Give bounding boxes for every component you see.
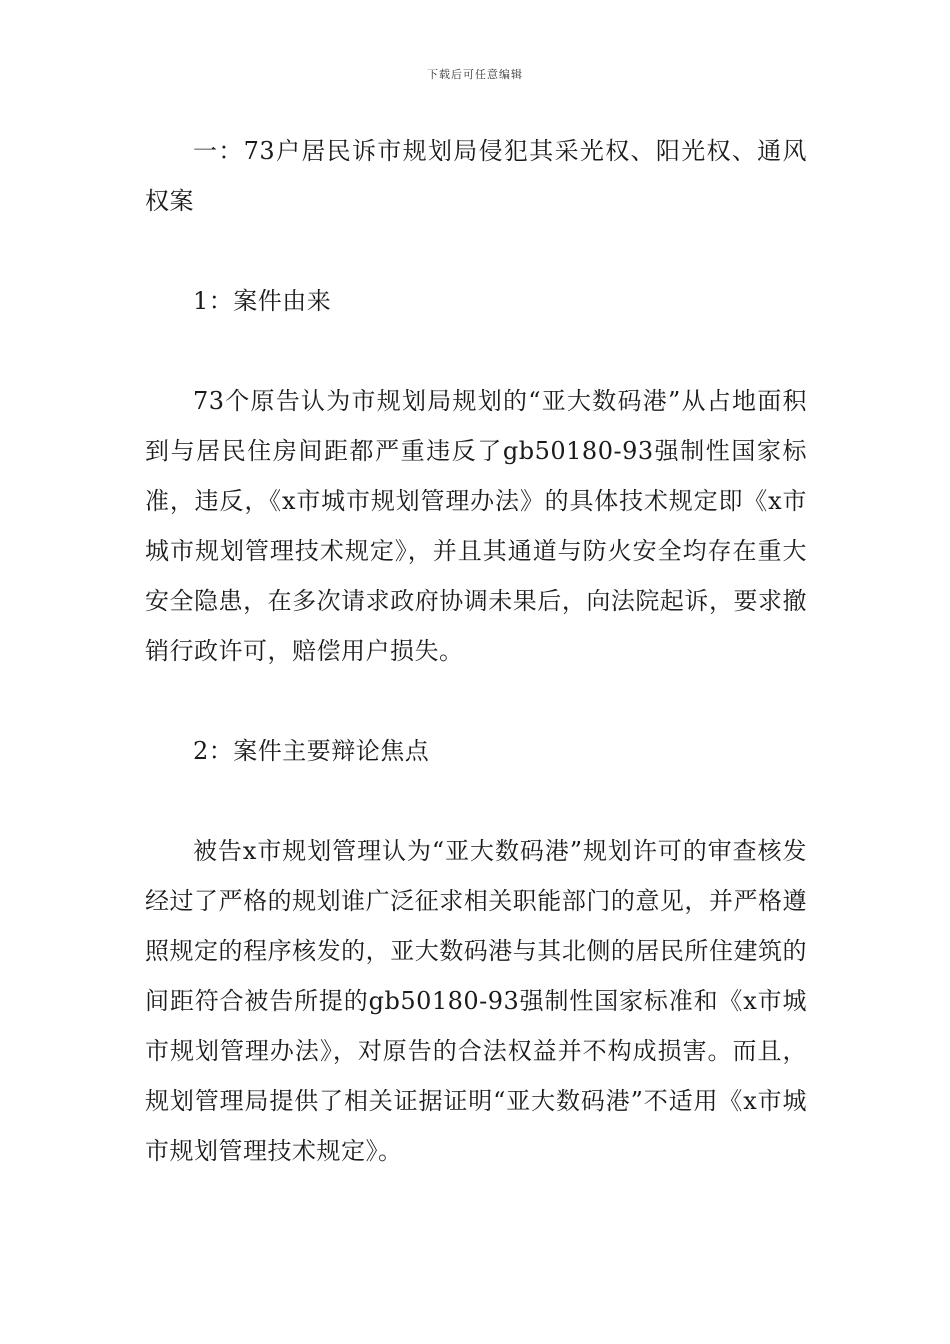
document-body — [145, 126, 807, 1176]
section-body-1: 73个原告认为市规划局规划的“亚大数码港”从占地面积到与居民住房间距都严重违反了gb50180-93强制性国家标准，违反，《x市城市规划管理办法》的具体技术规定即《x市城市规划管理技术规定》，并且其通道与防火安全均存在重大安全隐患，在多次请求政府协调未果后，向法院起诉，要求撤销行政许可，赔偿用户损失。 — [145, 387, 807, 665]
spacer — [145, 226, 807, 276]
spacer — [145, 326, 807, 376]
document-title: 一：73户居民诉市规划局侵犯其采光权、阳光权、通风权案 — [145, 137, 807, 215]
section-body-2: 被告x市规划管理认为“亚大数码港”规划许可的审查核发经过了严格的规划谁广泛征求相关职能部门的意见，并严格遵照规定的程序核发的，亚大数码港与其北侧的居民所住建筑的间距符合被告所提的gb50180-93强制性国家标准和《x市城市规划管理办法》，对原告的合法权益并不构成损害。而且，规划管理局提供了相关证据证明“亚大数码港”不适用《x市城市规划管理技术规定》。 — [145, 837, 807, 1165]
spacer — [145, 776, 807, 826]
section-heading-2: 2：案件主要辩论焦点 — [193, 737, 430, 765]
header-note: 下载后可任意编辑 — [427, 68, 523, 81]
spacer — [145, 676, 807, 726]
section-heading-1: 1：案件由来 — [193, 287, 332, 315]
